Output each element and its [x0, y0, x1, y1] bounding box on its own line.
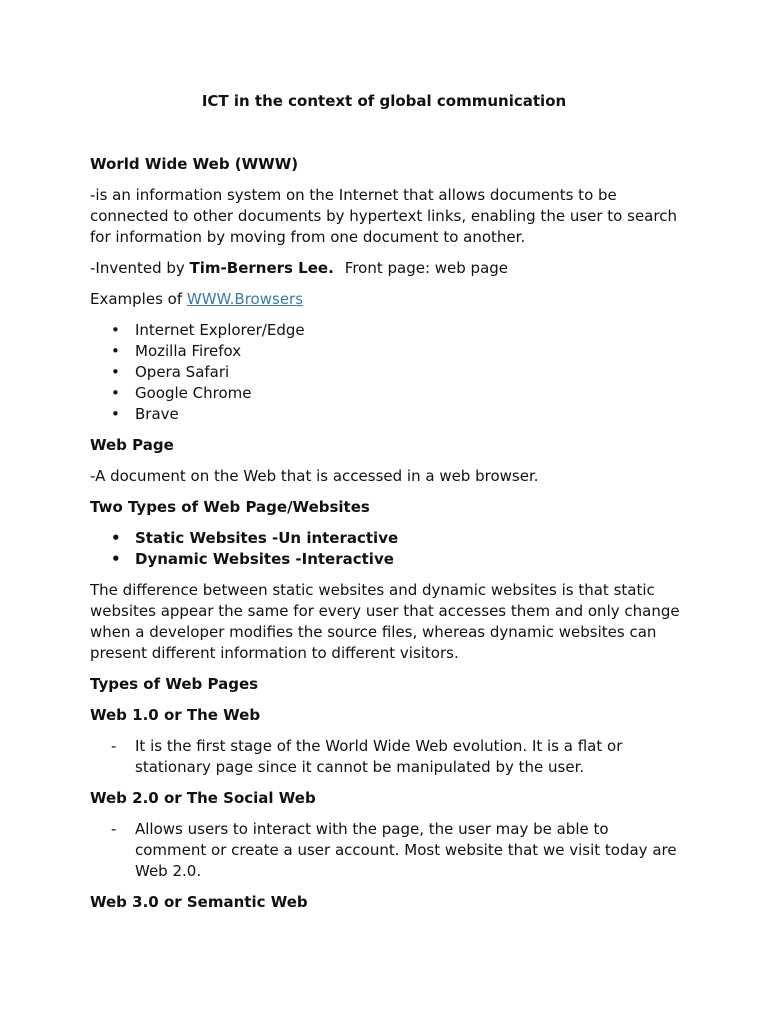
bullet-marker: •	[111, 529, 121, 547]
examples-line	[90, 289, 680, 310]
list-item: - It is the first stage of the World Wide Web evolution. It is a flat or stationary page since it cannot be manipulated by the user.	[111, 737, 623, 776]
list-item: • Opera Safari	[111, 363, 230, 381]
bullet-marker: •	[111, 363, 120, 381]
document-content	[90, 154, 680, 923]
document-title: ICT in the context of global communication	[201, 92, 567, 110]
bullet-marker: •	[111, 384, 120, 402]
difference-paragraph: The difference between static websites and dynamic websites is that static websites appear the same for every user that accesses them and only change when a developer modifies the source files, whereas dynamic websites can present different information to different visitors.	[90, 581, 680, 662]
www-heading: World Wide Web (WWW)	[90, 155, 299, 173]
web2-list	[90, 819, 680, 882]
invented-prefix: -Invented by	[90, 259, 190, 277]
www-definition: -is an information system on the Internet that allows documents to be connected to other documents by hypertext links, enabling the user to search for information by moving from one document to another.	[90, 186, 677, 246]
website-types-list	[90, 528, 680, 570]
inventor-name: Tim-Berners Lee.	[189, 259, 334, 277]
bullet-marker: •	[111, 342, 120, 360]
browser-list	[90, 320, 680, 425]
list-item: • Dynamic Websites -Interactive	[111, 550, 394, 568]
front-page-text: Front page: web page	[344, 259, 509, 277]
list-item: • Internet Explorer/Edge	[111, 321, 305, 339]
list-item: • Static Websites -Un interactive	[111, 529, 399, 547]
dash-marker: -	[111, 820, 117, 838]
web-page-definition: -A document on the Web that is accessed in a web browser.	[90, 467, 539, 485]
web1-heading: Web 1.0 or The Web	[90, 706, 261, 724]
web3-heading: Web 3.0 or Semantic Web	[90, 893, 308, 911]
types-heading: Types of Web Pages	[90, 675, 259, 693]
two-types-heading: Two Types of Web Page/Websites	[90, 498, 370, 516]
list-item: • Brave	[111, 405, 179, 423]
bullet-marker: •	[111, 321, 120, 339]
web-page-heading: Web Page	[90, 436, 174, 454]
list-item: • Mozilla Firefox	[111, 342, 242, 360]
bullet-marker: •	[111, 405, 120, 423]
web1-list	[90, 736, 680, 778]
web2-heading: Web 2.0 or The Social Web	[90, 789, 316, 807]
examples-prefix: Examples of	[90, 290, 187, 308]
list-item: - Allows users to interact with the page, the user may be able to comment or create a user account. Most website that we visit today are Web 2.0.	[111, 820, 677, 880]
bullet-marker: •	[111, 550, 121, 568]
list-item: • Google Chrome	[111, 384, 252, 402]
dash-marker: -	[111, 737, 117, 755]
browsers-link[interactable]: WWW.Browsers	[186, 290, 304, 308]
www-inventor-line	[90, 258, 680, 279]
